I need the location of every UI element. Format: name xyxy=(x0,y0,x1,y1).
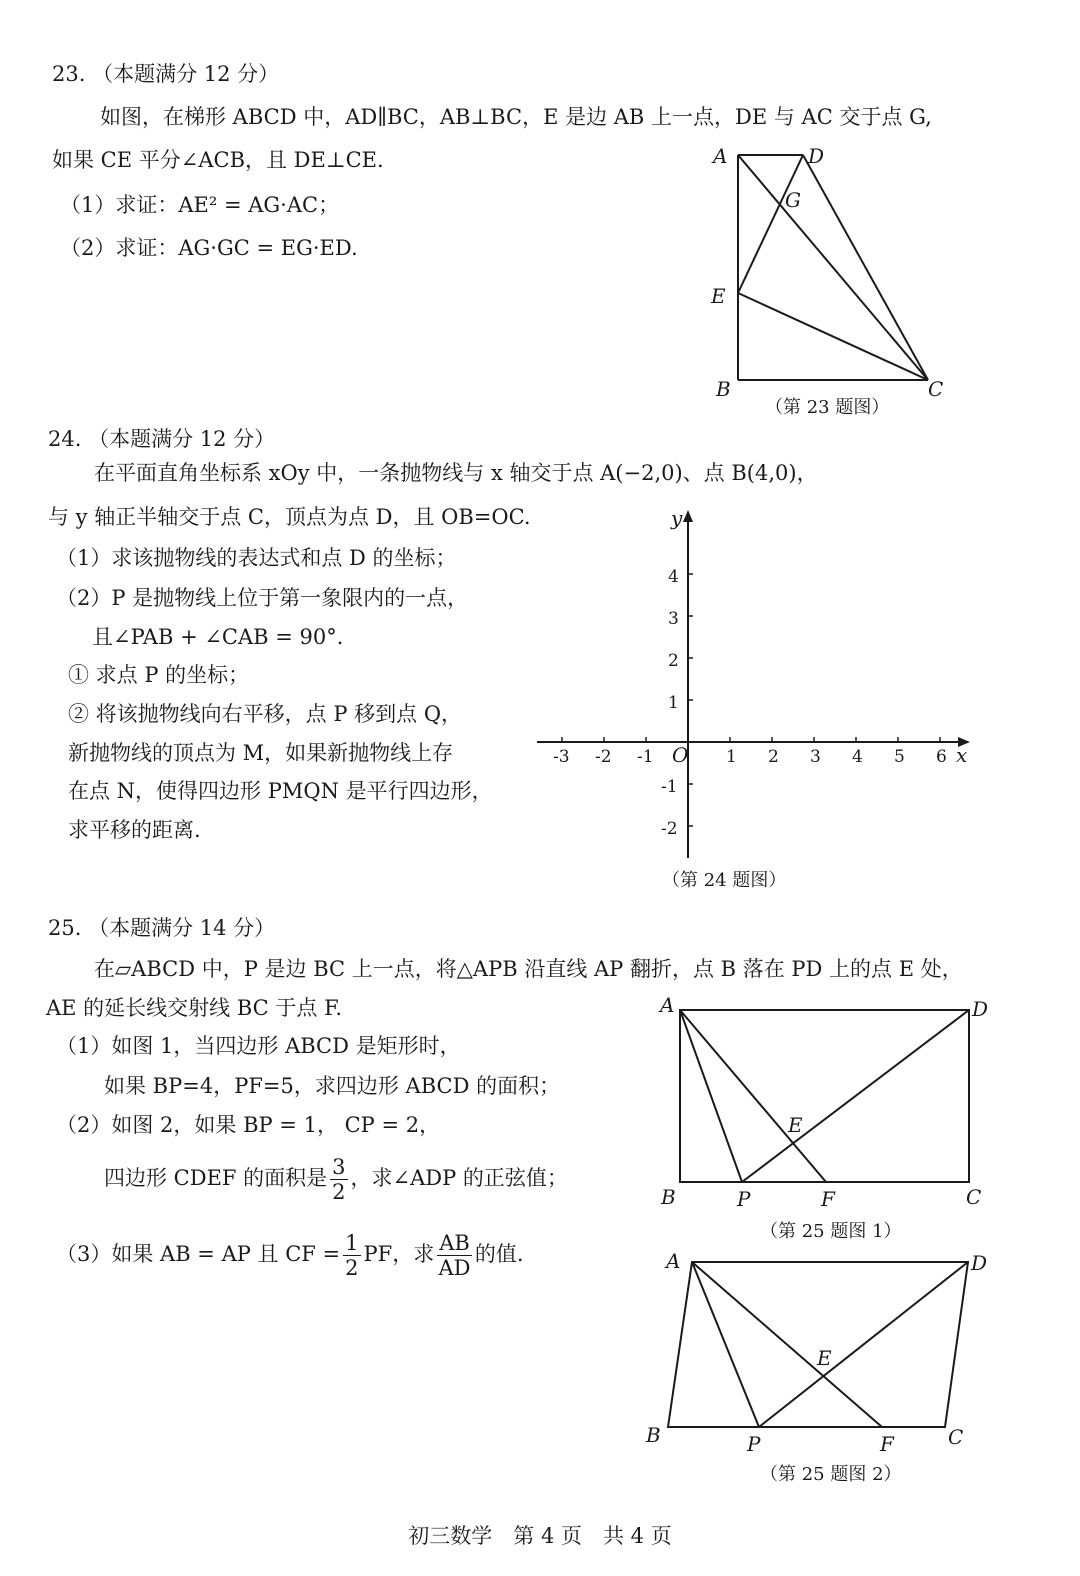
q25-p3-ratio-numerator: AB xyxy=(439,1231,470,1255)
q25-fig1-label-F: F xyxy=(821,1187,835,1211)
q24-ytick-label: 4 xyxy=(668,567,679,587)
q24-xtick-label: -2 xyxy=(595,747,612,767)
q23-label-G: G xyxy=(785,188,801,212)
q25-p3-post: 的值. xyxy=(474,1242,524,1266)
q25-fig2-label-B: B xyxy=(646,1423,661,1447)
q24-xtick-label: 2 xyxy=(768,747,779,767)
q25-p3-ratio-denominator: AD xyxy=(438,1256,471,1280)
q24-line2: 与 y 轴正半轴交于点 C，顶点为点 D，且 OB=OC. xyxy=(48,505,531,529)
q24-sub1: ① 求点 P 的坐标； xyxy=(68,663,250,687)
q25-p2b-post: ，求∠ADP 的正弦值； xyxy=(350,1166,568,1190)
q23-header: 23. （本题满分 12 分） xyxy=(52,62,280,86)
q25-fig2-label-A: A xyxy=(666,1249,681,1273)
q24-line1: 在平面直角坐标系 xOy 中，一条抛物线与 x 轴交于点 A(−2,0)、点 B(4,0)， xyxy=(94,461,818,485)
q24-xtick-label: -3 xyxy=(553,747,570,767)
q25-fig2-label-E: E xyxy=(817,1346,832,1370)
q24-xtick-label: 3 xyxy=(810,747,821,767)
q24-sub2b: 新抛物线的顶点为 M，如果新抛物线上存 xyxy=(68,741,454,765)
q24-x-label: x xyxy=(956,743,968,767)
q23-part2: （2）求证：AG·GC = EG·ED. xyxy=(60,236,358,260)
q24-xtick-label: 6 xyxy=(936,747,947,767)
q23-caption: （第 23 题图） xyxy=(765,397,890,418)
q25-p2b-pre: 四边形 CDEF 的面积是 xyxy=(104,1166,328,1190)
q25-fig2-seg-AF xyxy=(692,1262,882,1427)
q24-part2a: （2）P 是抛物线上位于第一象限内的一点， xyxy=(56,586,469,610)
q25-line1: 在▱ABCD 中，P 是边 BC 上一点，将△APB 沿直线 AP 翻折，点 B 落在 PD 上的点 E 处， xyxy=(94,957,963,981)
q24-ytick-label: 1 xyxy=(668,693,679,713)
q25-p3-pre: （3）如果 AB = AP 且 CF = xyxy=(56,1242,341,1266)
q24-caption: （第 24 题图） xyxy=(662,870,787,891)
q25-p2a: （2）如图 2，如果 BP = 1， CP = 2， xyxy=(56,1113,441,1137)
q24-part1: （1）求该抛物线的表达式和点 D 的坐标； xyxy=(56,546,457,570)
q24-xtick-label: 4 xyxy=(852,747,863,767)
q24-sub2d: 求平移的距离. xyxy=(68,818,201,842)
q24-ytick-label: -2 xyxy=(661,819,678,839)
q24-xtick-label: -1 xyxy=(637,747,654,767)
q25-p2b-numerator: 3 xyxy=(332,1155,346,1179)
q24-header: 24. （本题满分 12 分） xyxy=(48,427,276,451)
q25-fig1-label-A: A xyxy=(660,993,675,1017)
q24-ytick-label: 3 xyxy=(668,609,679,629)
q25-fig1-label-C: C xyxy=(966,1185,982,1209)
q24-sub2c: 在点 N，使得四边形 PMQN 是平行四边形， xyxy=(68,779,493,803)
q25-fig2-label-F: F xyxy=(880,1432,894,1456)
q23-label-D: D xyxy=(808,144,825,168)
q23-label-E: E xyxy=(711,284,726,308)
q23-label-C: C xyxy=(928,377,944,401)
q25-p3-mid: PF，求 xyxy=(363,1242,435,1266)
q25-fig2-label-P: P xyxy=(747,1432,761,1456)
q23-part1: （1）求证：AE² = AG·AC； xyxy=(60,193,340,217)
q25-fig1-label-E: E xyxy=(788,1113,803,1137)
q25-fig2-label-C: C xyxy=(948,1425,964,1449)
q25-fig1-label-D: D xyxy=(972,997,989,1021)
q23-label-B: B xyxy=(716,377,731,401)
q24-xtick-label: 1 xyxy=(726,747,737,767)
q25-line2: AE 的延长线交射线 BC 于点 F. xyxy=(46,996,343,1020)
q24-xtick-label: 5 xyxy=(894,747,905,767)
q25-fig2-parallelogram-ABCD xyxy=(668,1262,968,1427)
q24-ytick-label: -1 xyxy=(661,777,678,797)
q23-line2: 如果 CE 平分∠ACB，且 DE⊥CE. xyxy=(52,148,384,172)
q25-p1a: （1）如图 1，当四边形 ABCD 是矩形时， xyxy=(56,1034,461,1058)
q25-fig1-label-B: B xyxy=(661,1185,676,1209)
q24-part2b: 且∠PAB + ∠CAB = 90°. xyxy=(92,625,344,649)
q23-line1: 如图，在梯形 ABCD 中，AD∥BC，AB⊥BC，E 是边 AB 上一点，DE 与 AC 交于点 G, xyxy=(100,105,932,129)
q25-fig1-caption: （第 25 题图 1） xyxy=(760,1221,902,1242)
page-footer: 初三数学 第 4 页 共 4 页 xyxy=(408,1524,672,1548)
q25-header: 25. （本题满分 14 分） xyxy=(48,916,276,940)
q24-y-label: y xyxy=(671,506,683,530)
q24-ytick-label: 2 xyxy=(668,651,679,671)
q23-label-A: A xyxy=(713,144,728,168)
q25-p1b: 如果 BP=4，PF=5，求四边形 ABCD 的面积； xyxy=(104,1074,561,1098)
q25-fig2-seg-PD xyxy=(759,1262,968,1427)
q25-p3-denominator: 2 xyxy=(345,1256,359,1280)
q25-fig2-caption: （第 25 题图 2） xyxy=(760,1464,902,1485)
q24-sub2a: ② 将该抛物线向右平移，点 P 移到点 Q， xyxy=(68,702,463,726)
q25-fig1-label-P: P xyxy=(737,1187,751,1211)
q25-fig2-label-D: D xyxy=(971,1251,988,1275)
q24-origin-label: O xyxy=(672,743,689,767)
q25-p3-numerator: 1 xyxy=(345,1231,359,1255)
q25-fig2-seg-AP xyxy=(692,1262,759,1427)
q25-p2b-denominator: 2 xyxy=(332,1180,346,1204)
